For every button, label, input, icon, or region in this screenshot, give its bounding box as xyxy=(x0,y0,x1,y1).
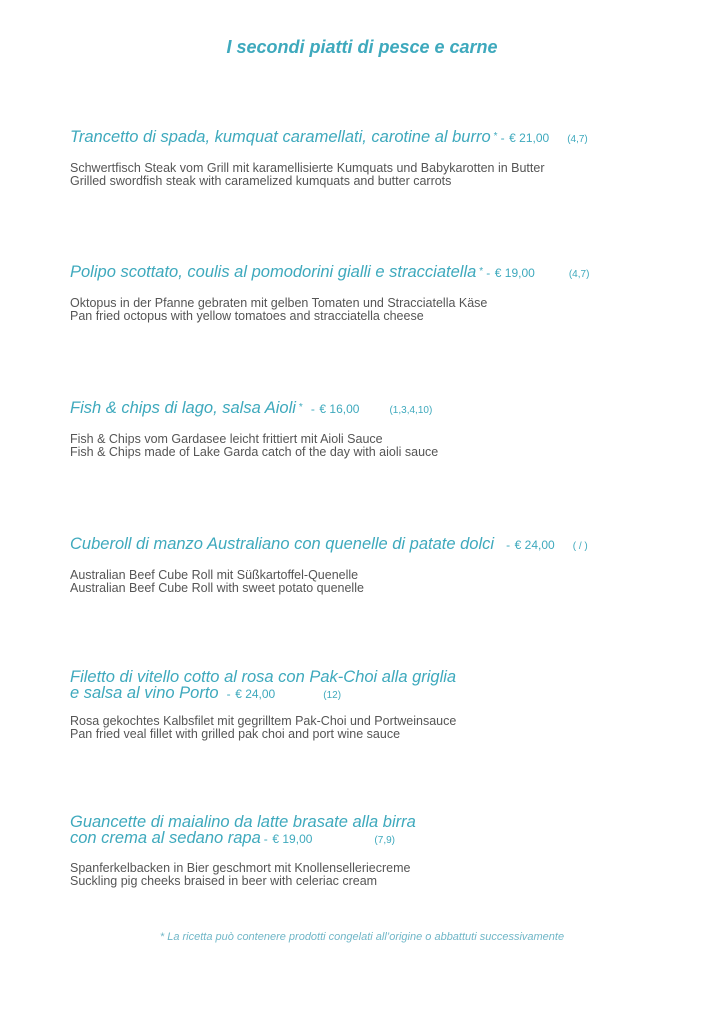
dish-allergens: ( / ) xyxy=(572,541,588,552)
dish-price: € 19,00 xyxy=(494,266,535,280)
frozen-marker: * xyxy=(298,402,303,413)
price-dash: - xyxy=(506,538,511,552)
dish-description xyxy=(70,297,690,323)
description-german: Schwertfisch Steak vom Grill mit karamellisierte Kumquats und Babykarotten in Butter xyxy=(70,161,545,175)
description-english: Pan fried veal fillet with grilled pak choi and port wine sauce xyxy=(70,727,401,741)
description-english: Grilled swordfish steak with caramelized kumquats and butter carrots xyxy=(70,174,452,188)
description-german: Spanferkelbacken in Bier geschmort mit Knollenselleriecreme xyxy=(70,861,411,875)
menu-item xyxy=(70,669,690,741)
menu-item xyxy=(70,536,690,595)
dish-allergens: (4,7) xyxy=(568,269,590,280)
dish-name-line-2: e salsa al vino Porto xyxy=(70,684,219,702)
price-dash: - xyxy=(486,266,491,280)
dish-allergens: (1,3,4,10) xyxy=(389,405,433,416)
dish-name xyxy=(70,536,690,555)
dish-name xyxy=(70,129,690,148)
dish-name xyxy=(70,264,690,283)
dish-name xyxy=(70,400,690,419)
description-german: Fish & Chips vom Gardasee leicht frittiert mit Aioli Sauce xyxy=(70,432,383,446)
dish-price: € 19,00 xyxy=(272,832,313,846)
dish-description xyxy=(70,433,690,459)
description-german: Oktopus in der Pfanne gebraten mit gelben Tomaten und Stracciatella Käse xyxy=(70,296,488,310)
dish-price: € 16,00 xyxy=(319,402,360,416)
price-dash: - xyxy=(226,687,231,701)
dish-allergens: (7,9) xyxy=(374,835,395,846)
dish-name-line-1: Filetto di vitello cotto al rosa con Pak-Choi alla griglia xyxy=(70,668,457,686)
dish-description xyxy=(70,162,690,188)
menu-item xyxy=(70,129,690,188)
dish-name xyxy=(70,669,690,704)
footnote: * La ricetta può contenere prodotti congelati all’origine o abbattuti successivamente xyxy=(159,931,565,943)
dish-name-line-1: Guancette di maialino da latte brasate alla birra xyxy=(70,813,416,831)
description-german: Rosa gekochtes Kalbsfilet mit gegrilltem Pak-Choi und Portweinsauce xyxy=(70,714,457,728)
dish-name-line-2: con crema al sedano rapa xyxy=(70,829,261,847)
dish-price: € 24,00 xyxy=(235,687,276,701)
description-german: Australian Beef Cube Roll mit Süßkartoffel-Quenelle xyxy=(70,568,359,582)
dish-name-text: Cuberoll di manzo Australiano con quenelle di patate dolci xyxy=(70,535,495,553)
dish-price: € 24,00 xyxy=(514,538,555,552)
dish-name-text: Trancetto di spada, kumquat caramellati, carotine al burro xyxy=(70,128,491,146)
dish-description xyxy=(70,862,690,888)
dish-description xyxy=(70,715,690,741)
description-english: Australian Beef Cube Roll with sweet potato quenelle xyxy=(70,581,364,595)
price-dash: - xyxy=(500,131,505,145)
price-dash: - xyxy=(263,832,268,846)
dish-name-text: Fish & chips di lago, salsa Aioli xyxy=(70,399,296,417)
frozen-marker: * xyxy=(493,131,498,142)
price-dash: - xyxy=(310,402,315,416)
description-english: Pan fried octopus with yellow tomatoes and stracciatella cheese xyxy=(70,309,424,323)
dish-allergens: (4,7) xyxy=(567,134,588,145)
menu-item xyxy=(70,264,690,323)
dish-name xyxy=(70,814,690,849)
page-title: I secondi piatti di pesce e carne xyxy=(226,37,498,57)
frozen-marker: * xyxy=(479,266,484,277)
dish-price: € 21,00 xyxy=(509,131,550,145)
dish-description xyxy=(70,569,690,595)
menu-item xyxy=(70,400,690,459)
description-english: Suckling pig cheeks braised in beer with celeriac cream xyxy=(70,874,378,888)
description-english: Fish & Chips made of Lake Garda catch of the day with aioli sauce xyxy=(70,445,439,459)
dish-allergens: (12) xyxy=(323,690,342,701)
dish-name-text: Polipo scottato, coulis al pomodorini gialli e stracciatella xyxy=(70,263,477,281)
menu-item xyxy=(70,814,690,888)
